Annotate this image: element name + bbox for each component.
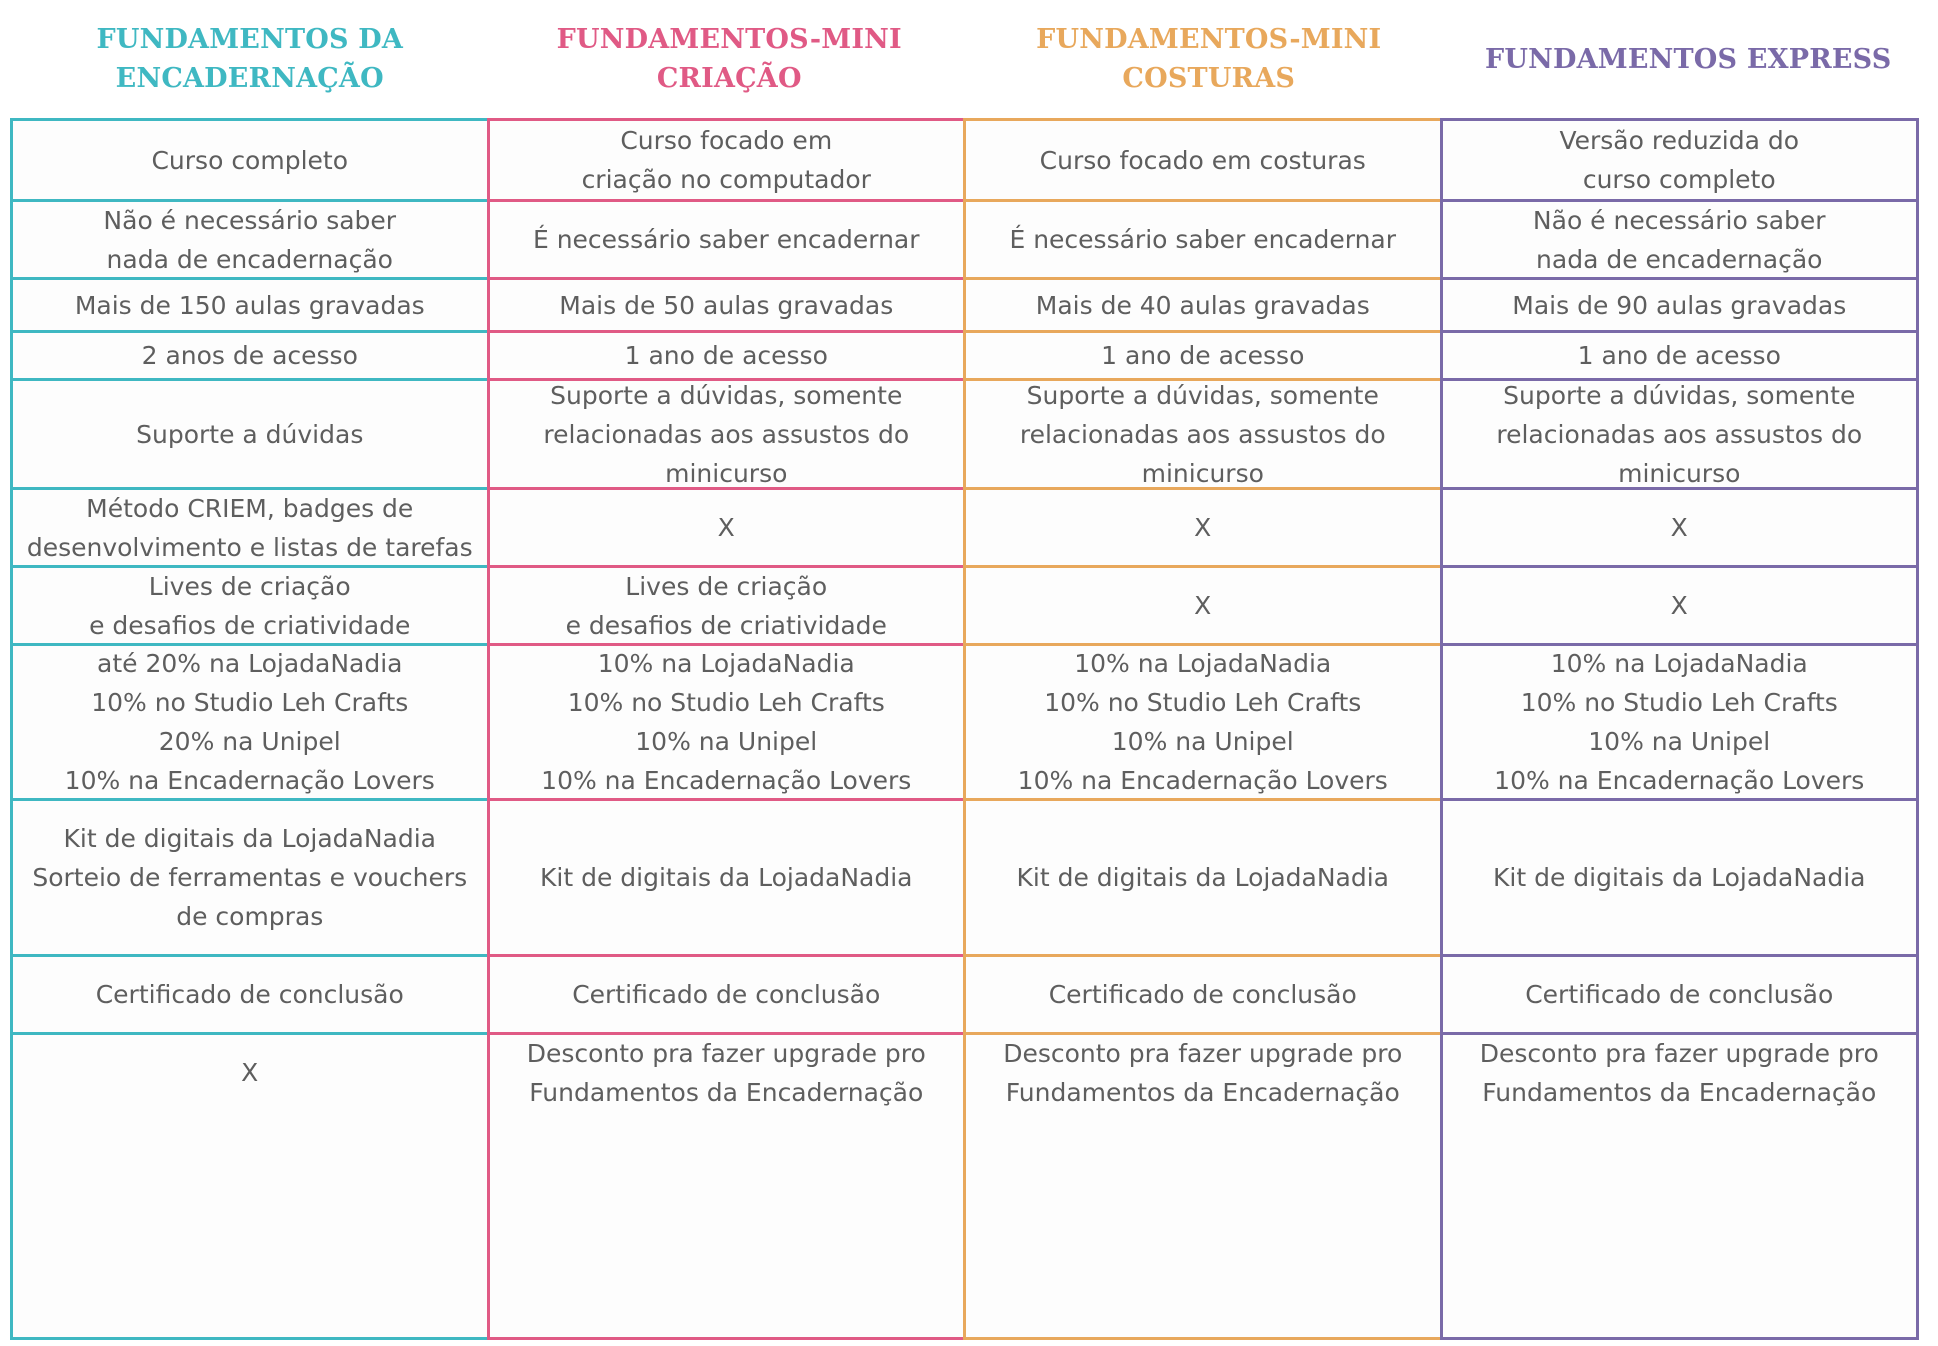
table-cell: Desconto pra fazer upgrade pro Fundamentos da Encadernação — [966, 1032, 1440, 1110]
column-header: FUNDAMENTOS-MINI CRIAÇÃO — [556, 24, 902, 94]
table-cell: 10% na LojadaNadia 10% no Studio Leh Crafts 10% na Unipel 10% na Encadernação Lovers — [966, 643, 1440, 798]
table-cell: Suporte a dúvidas, somente relacionadas aos assustos do minicurso — [1443, 378, 1917, 487]
table-cell: Curso focado em costuras — [1039, 145, 1366, 175]
table-column — [963, 118, 1443, 1340]
table-cell: X — [13, 1032, 487, 1110]
column-header: FUNDAMENTOS EXPRESS — [1485, 43, 1892, 75]
table-cell: Certificado de conclusão — [966, 954, 1440, 1032]
table-cell: É necessário saber encadernar — [490, 199, 964, 277]
table-cell: Kit de digitais da LojadaNadia — [966, 798, 1440, 954]
table-cell: X — [490, 487, 964, 565]
table-cell: Desconto pra fazer upgrade pro Fundamentos da Encadernação — [1443, 1032, 1917, 1110]
table-cell: Mais de 40 aulas gravadas — [966, 277, 1440, 330]
table-cell: até 20% na LojadaNadia 10% no Studio Leh Crafts 20% na Unipel 10% na Encadernação Lovers — [13, 643, 487, 798]
table-cell: 1 ano de acesso — [966, 330, 1440, 378]
table-cell: Curso focado em criação no computador — [581, 126, 871, 194]
column-header: FUNDAMENTOS DA ENCADERNAÇÃO — [96, 24, 404, 94]
table-cell: Versão reduzida do curso completo — [1559, 126, 1800, 194]
table-column — [10, 118, 490, 1340]
table-cell: X — [1443, 487, 1917, 565]
table-cell: X — [966, 487, 1440, 565]
table-column — [1440, 118, 1920, 1340]
table-cell: Método CRIEM, badges de desenvolvimento e listas de tarefas — [13, 487, 487, 565]
comparison-table — [10, 118, 1928, 1340]
column-header: FUNDAMENTOS-MINI COSTURAS — [1036, 24, 1382, 94]
table-cell: X — [966, 565, 1440, 643]
table-cell: Kit de digitais da LojadaNadia — [490, 798, 964, 954]
table-cell: Certificado de conclusão — [13, 954, 487, 1032]
column-headers — [10, 0, 1928, 118]
table-cell: É necessário saber encadernar — [966, 199, 1440, 277]
table-cell: Suporte a dúvidas — [13, 378, 487, 487]
table-cell: Kit de digitais da LojadaNadia Sorteio de ferramentas e vouchers de compras — [13, 798, 487, 954]
table-cell: Curso completo — [151, 145, 349, 175]
table-cell: Desconto pra fazer upgrade pro Fundamentos da Encadernação — [490, 1032, 964, 1110]
table-cell: Mais de 50 aulas gravadas — [490, 277, 964, 330]
table-cell: Não é necessário saber nada de encadernação — [13, 199, 487, 277]
table-cell: Mais de 150 aulas gravadas — [13, 277, 487, 330]
table-cell: 1 ano de acesso — [1443, 330, 1917, 378]
table-cell: Não é necessário saber nada de encadernação — [1443, 199, 1917, 277]
table-cell: Lives de criação e desafios de criatividade — [490, 565, 964, 643]
table-cell: X — [1443, 565, 1917, 643]
table-cell: 10% na LojadaNadia 10% no Studio Leh Crafts 10% na Unipel 10% na Encadernação Lovers — [490, 643, 964, 798]
table-cell: Kit de digitais da LojadaNadia — [1443, 798, 1917, 954]
table-cell: Suporte a dúvidas, somente relacionadas aos assustos do minicurso — [966, 378, 1440, 487]
table-column — [487, 118, 967, 1340]
table-cell: Suporte a dúvidas, somente relacionadas aos assustos do minicurso — [490, 378, 964, 487]
table-cell: 1 ano de acesso — [490, 330, 964, 378]
table-cell: 2 anos de acesso — [13, 330, 487, 378]
table-cell: Mais de 90 aulas gravadas — [1443, 277, 1917, 330]
table-cell: 10% na LojadaNadia 10% no Studio Leh Crafts 10% na Unipel 10% na Encadernação Lovers — [1443, 643, 1917, 798]
table-cell: Certificado de conclusão — [1443, 954, 1917, 1032]
table-cell: Lives de criação e desafios de criatividade — [13, 565, 487, 643]
table-cell: Certificado de conclusão — [490, 954, 964, 1032]
